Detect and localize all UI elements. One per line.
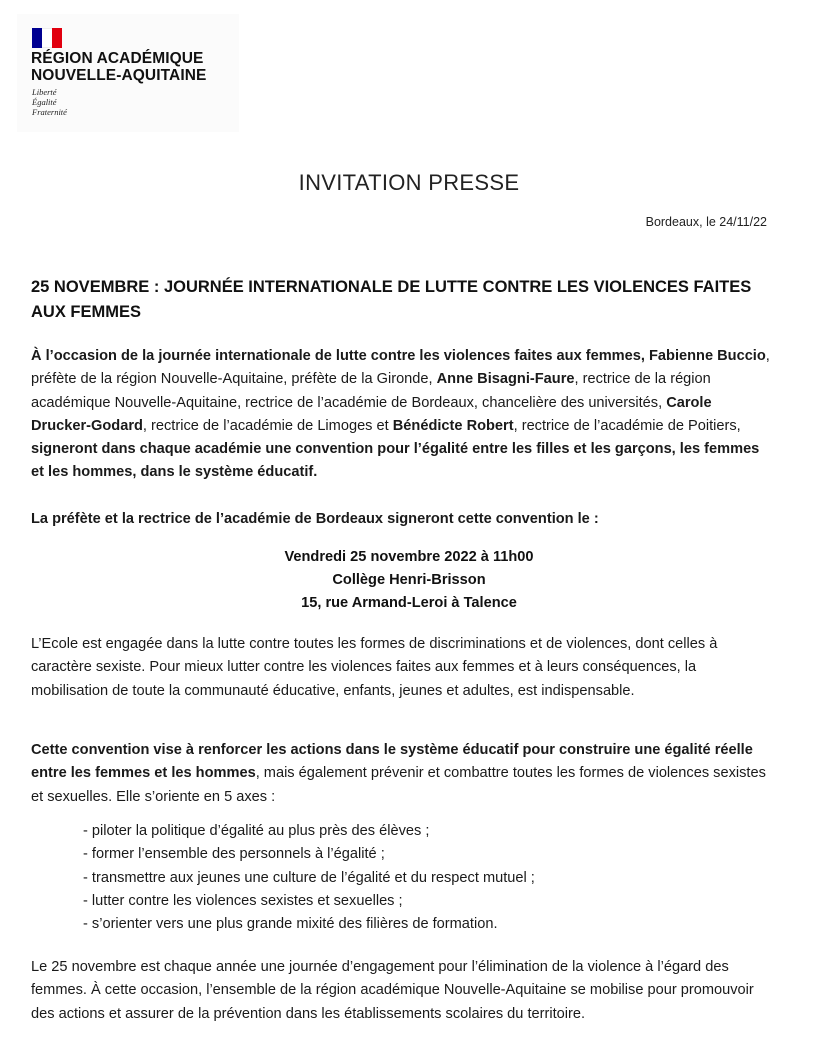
event-address: 15, rue Armand-Leroi à Talence — [301, 595, 517, 611]
intro-text-4: , rectrice de l’académie de Poitiers, — [513, 417, 741, 434]
event-place: Collège Henri-Brisson — [332, 572, 486, 588]
motto-fraternite: Fraternité — [32, 107, 67, 117]
region-line-1: RÉGION ACADÉMIQUE — [31, 50, 204, 67]
signing-intro: La préfète et la rectrice de l’académie de Bordeaux signeront cette convention le : — [31, 511, 599, 527]
logo — [17, 14, 239, 132]
document-title: INVITATION PRESSE — [298, 170, 520, 195]
flag-white-stripe — [42, 28, 52, 48]
convention-bold: Cette convention vise à renforcer les actions dans le système éducatif pour construire une égalité réelle entre les femmes et les hommes — [31, 742, 753, 782]
intro-bold-4: Bénédicte Robert — [392, 417, 514, 434]
intro-bold-2: Anne Bisagni-Faure — [436, 371, 575, 388]
axis-item: - transmettre aux jeunes une culture de l’égalité et du respect mutuel ; — [83, 867, 535, 890]
flag-blue-stripe — [32, 28, 42, 48]
flag-red-stripe — [52, 28, 62, 48]
intro-text-3: , rectrice de l’académie de Limoges et — [142, 417, 393, 434]
headline: 25 NOVEMBRE : JOURNÉE INTERNATIONALE DE LUTTE CONTRE LES VIOLENCES FAITES AUX FEMMES — [31, 278, 752, 321]
axes-list — [83, 820, 535, 936]
document-date: Bordeaux, le 24/11/22 — [645, 215, 767, 229]
axis-item: - piloter la politique d’égalité au plus près des élèves ; — [83, 820, 535, 843]
intro-bold-3: Carole Drucker-Godard — [31, 394, 712, 434]
ecole-paragraph: L’Ecole est engagée dans la lutte contre toutes les formes de discriminations et de violences, dont celles à caractère sexiste. Pour mieux lutter contre les violences faites aux femmes et à leurs conséquences, la mobilisation de toute la communauté éducative, enfants, jeunes et adultes, est indispensable. — [31, 636, 718, 699]
motto-egalite: Égalité — [32, 97, 57, 107]
event-date: Vendredi 25 novembre 2022 à 11h00 — [284, 549, 534, 565]
axis-item: - former l’ensemble des personnels à l’égalité ; — [83, 843, 535, 866]
french-flag-icon — [32, 28, 62, 48]
convention-paragraph — [31, 739, 771, 809]
motto-liberte: Liberté — [32, 87, 57, 97]
intro-text-1: , préfète de la région Nouvelle-Aquitaine, préfète de la Gironde, — [31, 348, 770, 388]
convention-text: , mais également prévenir et combattre toutes les formes de violences sexistes et sexuelles. Elle s’oriente en 5 axes : — [31, 765, 766, 805]
motto — [32, 87, 67, 117]
intro-paragraph — [31, 345, 771, 485]
intro-text-2: , rectrice de la région académique Nouvelle-Aquitaine, rectrice de l’académie de Bordeaux, chancelière des universités, — [31, 371, 711, 411]
axis-item: - lutter contre les violences sexistes et sexuelles ; — [83, 890, 535, 913]
axis-item: - s’orienter vers une plus grande mixité des filières de formation. — [83, 913, 535, 936]
intro-bold-1: À l’occasion de la journée internationale de lutte contre les violences faites aux femmes, Fabienne Buccio — [31, 348, 766, 364]
region-line-2: NOUVELLE-AQUITAINE — [31, 67, 207, 84]
intro-bold-5: signeront dans chaque académie une convention pour l’égalité entre les filles et les garçons, les femmes et les hommes, dans le système éducatif. — [31, 441, 760, 481]
closing-paragraph: Le 25 novembre est chaque année une journée d’engagement pour l’élimination de la violence à l’égard des femmes. À cette occasion, l’ensemble de la région académique Nouvelle-Aquitaine se mobilise pour promouvoir des actions et assurer de la prévention dans les établissements scolaires du territoire. — [31, 959, 754, 1022]
region-name — [31, 50, 206, 84]
